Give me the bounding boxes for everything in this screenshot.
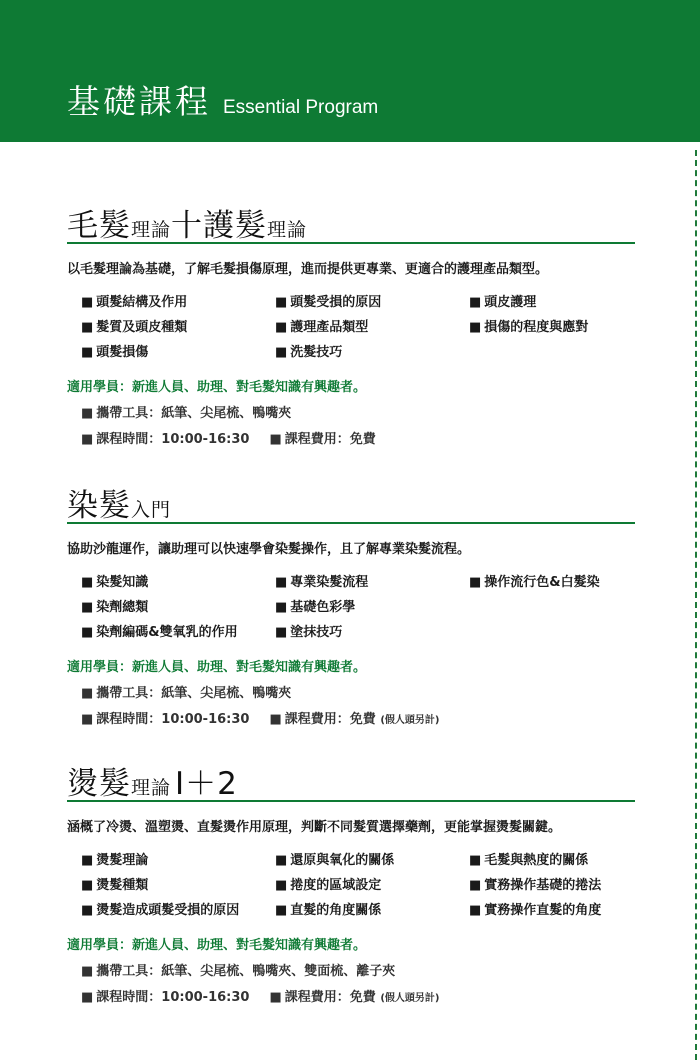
bullet-square-icon: ■ — [275, 320, 288, 335]
topic-label: 專業染髮流程 — [290, 575, 369, 590]
bullet-square-icon: ■ — [81, 345, 94, 360]
course-time: 課程時間：10:00-16:30 — [96, 990, 250, 1005]
schedule-line — [67, 708, 635, 727]
topic-item — [275, 319, 469, 336]
topic-label: 頭髮結構及作用 — [96, 295, 188, 310]
bullet-square-icon: ■ — [81, 575, 94, 590]
bullet-square-icon: ■ — [469, 853, 482, 868]
topic-item — [275, 294, 469, 311]
section-divider — [67, 800, 635, 802]
topic-label: 髮質及頭皮種類 — [96, 320, 188, 335]
bullet-square-icon: ■ — [81, 406, 94, 421]
topic-label: 燙髮造成頭髮受損的原因 — [96, 903, 240, 918]
topic-label: 護理產品類型 — [290, 320, 369, 335]
tools-text: 攜帶工具：紙筆、尖尾梳、鴨嘴夾 — [96, 686, 292, 701]
topic-label: 實務操作基礎的捲法 — [484, 878, 602, 893]
page-title-english: Essential Program — [223, 97, 379, 118]
topic-item — [275, 574, 469, 591]
tools-text: 攜帶工具：紙筆、尖尾梳、鴨嘴夾、雙面梳、離子夾 — [96, 964, 396, 979]
topic-label: 頭髮受損的原因 — [290, 295, 382, 310]
section-title — [67, 758, 635, 802]
course-time: 課程時間：10:00-16:30 — [96, 712, 250, 727]
bullet-square-icon: ■ — [81, 964, 94, 979]
perforation-line — [695, 150, 697, 1060]
topic-item — [275, 877, 469, 894]
topic-label: 塗抹技巧 — [290, 625, 343, 640]
bullet-square-icon: ■ — [469, 575, 482, 590]
topic-item — [275, 344, 469, 361]
topic-item — [275, 852, 469, 869]
title-part: Ⅰ＋2 — [175, 766, 238, 802]
title-part: 染髮 — [67, 488, 131, 524]
topic-item — [275, 902, 469, 919]
course-fee: 課程費用：免費 — [284, 990, 376, 1005]
section-intro: 涵概了冷燙、溫塑燙、直髮燙作用原理，判斷不同髮質選擇藥劑，更能掌握燙髮關鍵。 — [67, 820, 562, 835]
topic-list — [67, 852, 635, 919]
section-divider — [67, 242, 635, 244]
tools-line — [67, 402, 635, 421]
tools-line — [67, 682, 635, 701]
fee-note: (假人頭另計) — [380, 993, 440, 1004]
schedule-line — [67, 428, 635, 447]
topic-label: 捲度的區域設定 — [290, 878, 382, 893]
bullet-square-icon: ■ — [469, 295, 482, 310]
bullet-square-icon: ■ — [81, 625, 94, 640]
topic-label: 頭髮損傷 — [96, 345, 149, 360]
topic-label: 染劑編碼&雙氧乳的作用 — [96, 625, 238, 640]
topic-item — [469, 902, 649, 919]
section-intro: 以毛髮理論為基礎，了解毛髮損傷原理，進而提供更專業、更適合的護理產品類型。 — [67, 262, 549, 277]
topic-item — [81, 319, 275, 336]
bullet-square-icon: ■ — [269, 432, 282, 447]
header-banner — [0, 0, 700, 142]
bullet-square-icon: ■ — [81, 990, 94, 1005]
title-part: 毛髮 — [67, 208, 131, 244]
topic-label: 操作流行色&白髮染 — [484, 575, 600, 590]
topic-list — [67, 294, 635, 361]
topic-label: 染劑總類 — [96, 600, 149, 615]
topic-label: 實務操作直髮的角度 — [484, 903, 602, 918]
bullet-square-icon: ■ — [81, 686, 94, 701]
section-divider — [67, 522, 635, 524]
section-title — [67, 480, 635, 524]
title-part: 入門 — [131, 499, 172, 521]
target-audience: 適用學員：新進人員、助理、對毛髮知識有興趣者。 — [67, 660, 367, 675]
topic-item — [469, 294, 649, 311]
topic-label: 基礎色彩學 — [290, 600, 356, 615]
bullet-square-icon: ■ — [275, 903, 288, 918]
title-part: 理論 — [131, 777, 172, 799]
bullet-square-icon: ■ — [81, 600, 94, 615]
topic-item — [81, 902, 275, 919]
page-title — [67, 76, 378, 123]
topic-item — [275, 624, 469, 641]
topic-item — [81, 294, 275, 311]
bullet-square-icon: ■ — [81, 903, 94, 918]
topic-item-empty — [469, 624, 649, 641]
topic-item — [469, 319, 649, 336]
tools-line — [67, 960, 635, 979]
bullet-square-icon: ■ — [275, 295, 288, 310]
topic-label: 燙髮種類 — [96, 878, 149, 893]
section-intro: 協助沙龍運作，讓助理可以快速學會染髮操作，且了解專業染髮流程。 — [67, 542, 471, 557]
bullet-square-icon: ■ — [269, 712, 282, 727]
course-fee: 課程費用：免費 — [284, 432, 376, 447]
bullet-square-icon: ■ — [469, 903, 482, 918]
topic-list — [67, 574, 635, 641]
section-title — [67, 200, 635, 244]
topic-label: 毛髮與熱度的關係 — [484, 853, 589, 868]
topic-item — [81, 852, 275, 869]
bullet-square-icon: ■ — [81, 295, 94, 310]
bullet-square-icon: ■ — [275, 853, 288, 868]
title-part: 理論 — [131, 219, 172, 241]
bullet-square-icon: ■ — [469, 878, 482, 893]
topic-item — [469, 574, 649, 591]
bullet-square-icon: ■ — [275, 575, 288, 590]
target-audience: 適用學員：新進人員、助理、對毛髮知識有興趣者。 — [67, 938, 367, 953]
page-title-chinese: 基礎課程 — [67, 82, 211, 121]
bullet-square-icon: ■ — [81, 878, 94, 893]
tools-text: 攜帶工具：紙筆、尖尾梳、鴨嘴夾 — [96, 406, 292, 421]
topic-item — [275, 599, 469, 616]
bullet-square-icon: ■ — [275, 625, 288, 640]
topic-item — [81, 599, 275, 616]
course-section-hair-theory — [67, 200, 635, 447]
topic-label: 損傷的程度與應對 — [484, 320, 589, 335]
topic-label: 頭皮護理 — [484, 295, 537, 310]
topic-item-empty — [469, 344, 649, 361]
bullet-square-icon: ■ — [269, 990, 282, 1005]
fee-note: (假人頭另計) — [380, 715, 440, 726]
topic-label: 還原與氧化的關係 — [290, 853, 395, 868]
bullet-square-icon: ■ — [81, 432, 94, 447]
bullet-square-icon: ■ — [275, 345, 288, 360]
course-time: 課程時間：10:00-16:30 — [96, 432, 250, 447]
title-part: 燙髮 — [67, 766, 131, 802]
schedule-line — [67, 986, 635, 1005]
topic-label: 洗髮技巧 — [290, 345, 343, 360]
title-part: 十護髮 — [171, 208, 268, 244]
bullet-square-icon: ■ — [81, 712, 94, 727]
course-section-hair-coloring — [67, 480, 635, 727]
topic-item — [81, 344, 275, 361]
topic-label: 燙髮理論 — [96, 853, 149, 868]
bullet-square-icon: ■ — [275, 600, 288, 615]
bullet-square-icon: ■ — [81, 853, 94, 868]
course-section-perm — [67, 758, 635, 1005]
title-part: 理論 — [267, 219, 308, 241]
target-audience: 適用學員：新進人員、助理、對毛髮知識有興趣者。 — [67, 380, 367, 395]
topic-item — [81, 624, 275, 641]
topic-label: 染髮知識 — [96, 575, 149, 590]
topic-item — [81, 574, 275, 591]
bullet-square-icon: ■ — [275, 878, 288, 893]
course-fee: 課程費用：免費 — [284, 712, 376, 727]
topic-item — [469, 877, 649, 894]
topic-label: 直髮的角度關係 — [290, 903, 382, 918]
bullet-square-icon: ■ — [81, 320, 94, 335]
topic-item — [81, 877, 275, 894]
topic-item-empty — [469, 599, 649, 616]
topic-item — [469, 852, 649, 869]
bullet-square-icon: ■ — [469, 320, 482, 335]
